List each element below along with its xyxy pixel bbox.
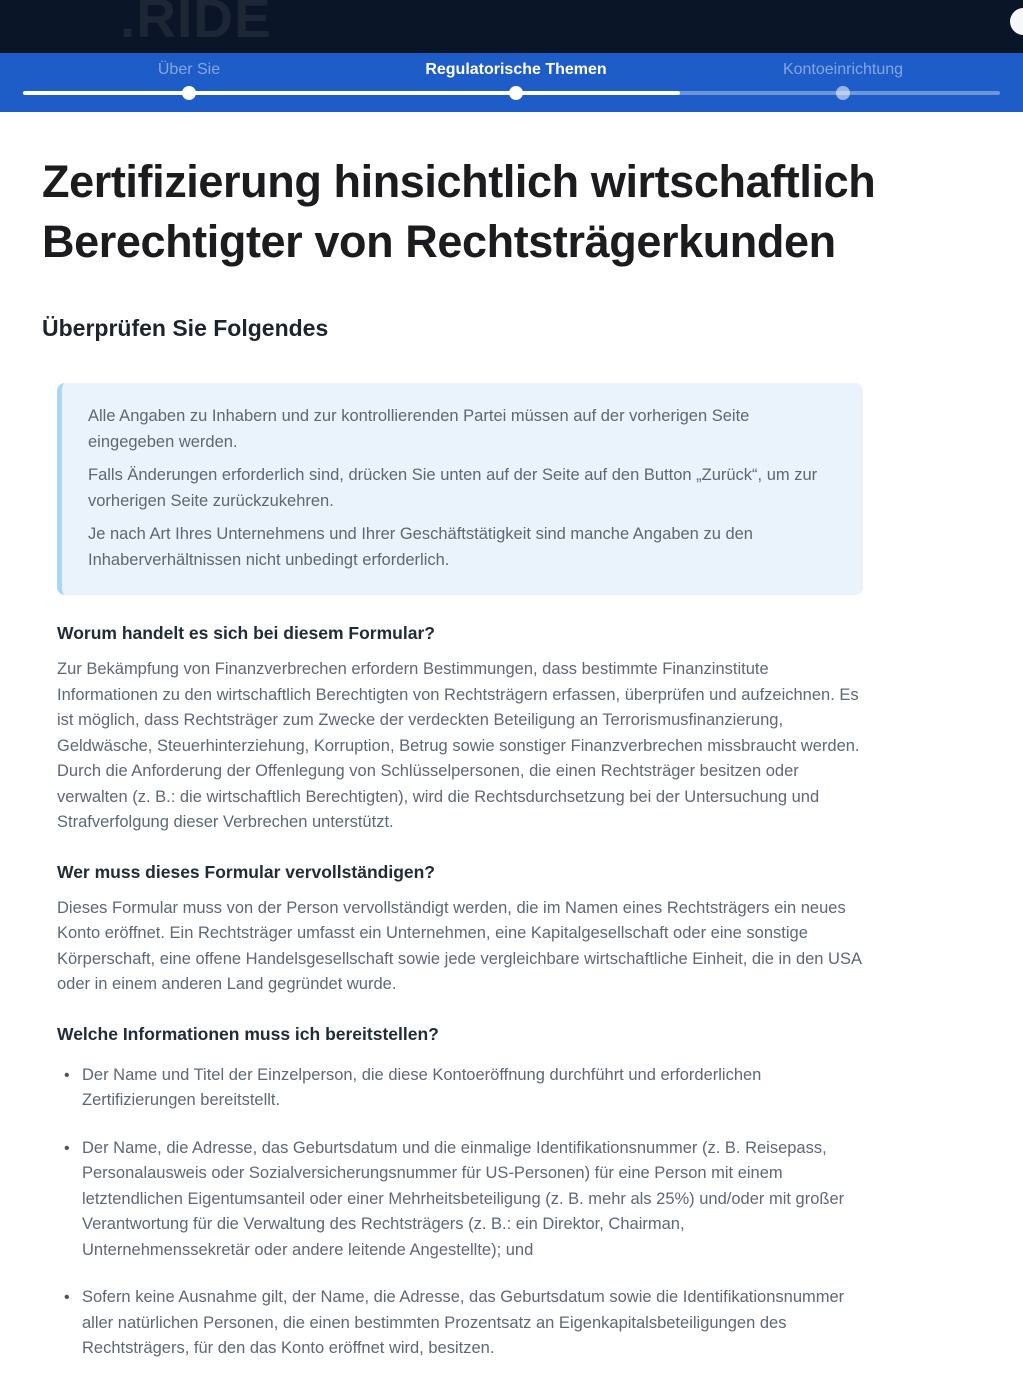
notice-paragraph: Alle Angaben zu Inhabern und zur kontrollierenden Partei müssen auf der vorherigen Seite eingegeben werden.	[88, 407, 750, 451]
list-item	[57, 1136, 863, 1264]
section-who-must-complete	[57, 862, 863, 998]
bullet-text: Der Name und Titel der Einzelperson, die diese Kontoeröffnung durchführt und erforderlichen Zertifizierungen bereitstellt.	[82, 1065, 762, 1109]
section-heading: Wer muss dieses Formular vervollständigen?	[57, 861, 435, 882]
bullet-icon: •	[64, 1066, 70, 1084]
stepper-dot-3	[836, 86, 850, 100]
bullet-list	[57, 1063, 863, 1362]
app-header	[0, 0, 1023, 53]
bullet-text: Sofern keine Ausnahme gilt, der Name, die Adresse, das Geburtsdatum sowie die Identifikationsnummer aller natürlichen Personen, die einen bestimmten Prozentsatz an Eigenkapitalsbeteiligungen des Rechtsträgers, für den das Konto eröffnet wird, besitzen.	[82, 1288, 845, 1357]
notice-paragraph: Je nach Art Ihres Unternehmens und Ihrer Geschäftstätigkeit sind manche Angaben zu den Inhaberverhältnissen nicht unbedingt erforderlich.	[88, 525, 753, 569]
stepper-dot-1	[182, 86, 196, 100]
bullet-icon: •	[64, 1139, 70, 1157]
stepper-dot-2	[509, 86, 523, 100]
notice-paragraph: Falls Änderungen erforderlich sind, drücken Sie unten auf der Seite auf den Button „Zurück“, um zur vorherigen Seite zurückzukehren.	[88, 466, 818, 510]
stepper-step-ueber-sie[interactable]: Über Sie	[157, 61, 221, 78]
list-item	[57, 1285, 863, 1362]
info-notice-box	[57, 383, 863, 595]
section-body: Dieses Formular muss von der Person vervollständigt werden, die im Namen eines Rechtsträgers ein neues Konto eröffnet. Ein Rechtsträger umfasst ein Unternehmen, eine Kapitalgesellschaft oder eine sonstige Körperschaft, eine offene Handelsgesellschaft sowie jede vergleichbare wirtschaftliche Einheit, die in den USA oder in einem anderen Land gegründet wurde.	[57, 898, 862, 993]
progress-stepper	[0, 53, 1023, 112]
content-column	[57, 383, 863, 1362]
brand-logo[interactable]: .RIDE	[120, 0, 272, 49]
page-title-line-2: Berechtigter von Rechtsträgerkunden	[42, 216, 836, 267]
section-heading: Welche Informationen muss ich bereitstellen?	[57, 1023, 439, 1044]
list-item	[57, 1063, 863, 1114]
page-title	[42, 152, 983, 272]
bullet-text: Der Name, die Adresse, das Geburtsdatum und die einmalige Identifikationsnummer (z. B. Reisepass, Personalausweis oder Sozialversicherungsnummer für US-Personen) für eine Person mit einem letztendlichen Eigentumsanteil oder einer Mehrheitsbeteiligung (z. B. mehr als 25%) und/oder mit großer Verantwortung für die Verwaltung des Rechtsträgers (z. B.: ein Direktor, Chairman, Unternehmenssekretär oder andere leitende Angestellte); und	[82, 1138, 845, 1259]
section-body: Zur Bekämpfung von Finanzverbrechen erfordern Bestimmungen, dass bestimmte Finanzinstitute Informationen zu den wirtschaftlich Berechtigten von Rechtsträgern erfassen, überprüfen und aufzeichnen. Es ist möglich, dass Rechtsträger zum Zwecke der verdeckten Beteiligung an Terrorismusfinanzierung, Geldwäsche, Steuerhinterziehung, Korruption, Betrug sowie sonstiger Finanzverbrechen missbraucht werden. Durch die Anforderung der Offenlegung von Schlüsselpersonen, die einen Rechtsträger besitzen oder verwalten (z. B.: die wirtschaftlich Berechtigten), wird die Rechtsdurchsetzung bei der Untersuchung und Strafverfolgung dieser Verbrechen unterstützt.	[57, 660, 860, 831]
main-content	[0, 112, 1023, 1362]
page-title-line-1: Zertifizierung hinsichtlich wirtschaftlich	[42, 156, 876, 207]
stepper-step-regulatorische-themen[interactable]: Regulatorische Themen	[425, 61, 607, 78]
avatar[interactable]	[1010, 8, 1023, 35]
section-heading: Worum handelt es sich bei diesem Formular?	[57, 623, 435, 643]
section-what-is-this-form	[57, 623, 863, 836]
stepper-step-kontoeinrichtung[interactable]: Kontoeinrichtung	[782, 61, 904, 78]
section-which-information	[57, 1024, 863, 1362]
stepper-track-completed	[23, 91, 680, 95]
bullet-icon: •	[64, 1289, 70, 1306]
page-subtitle: Überprüfen Sie Folgendes	[42, 315, 329, 341]
